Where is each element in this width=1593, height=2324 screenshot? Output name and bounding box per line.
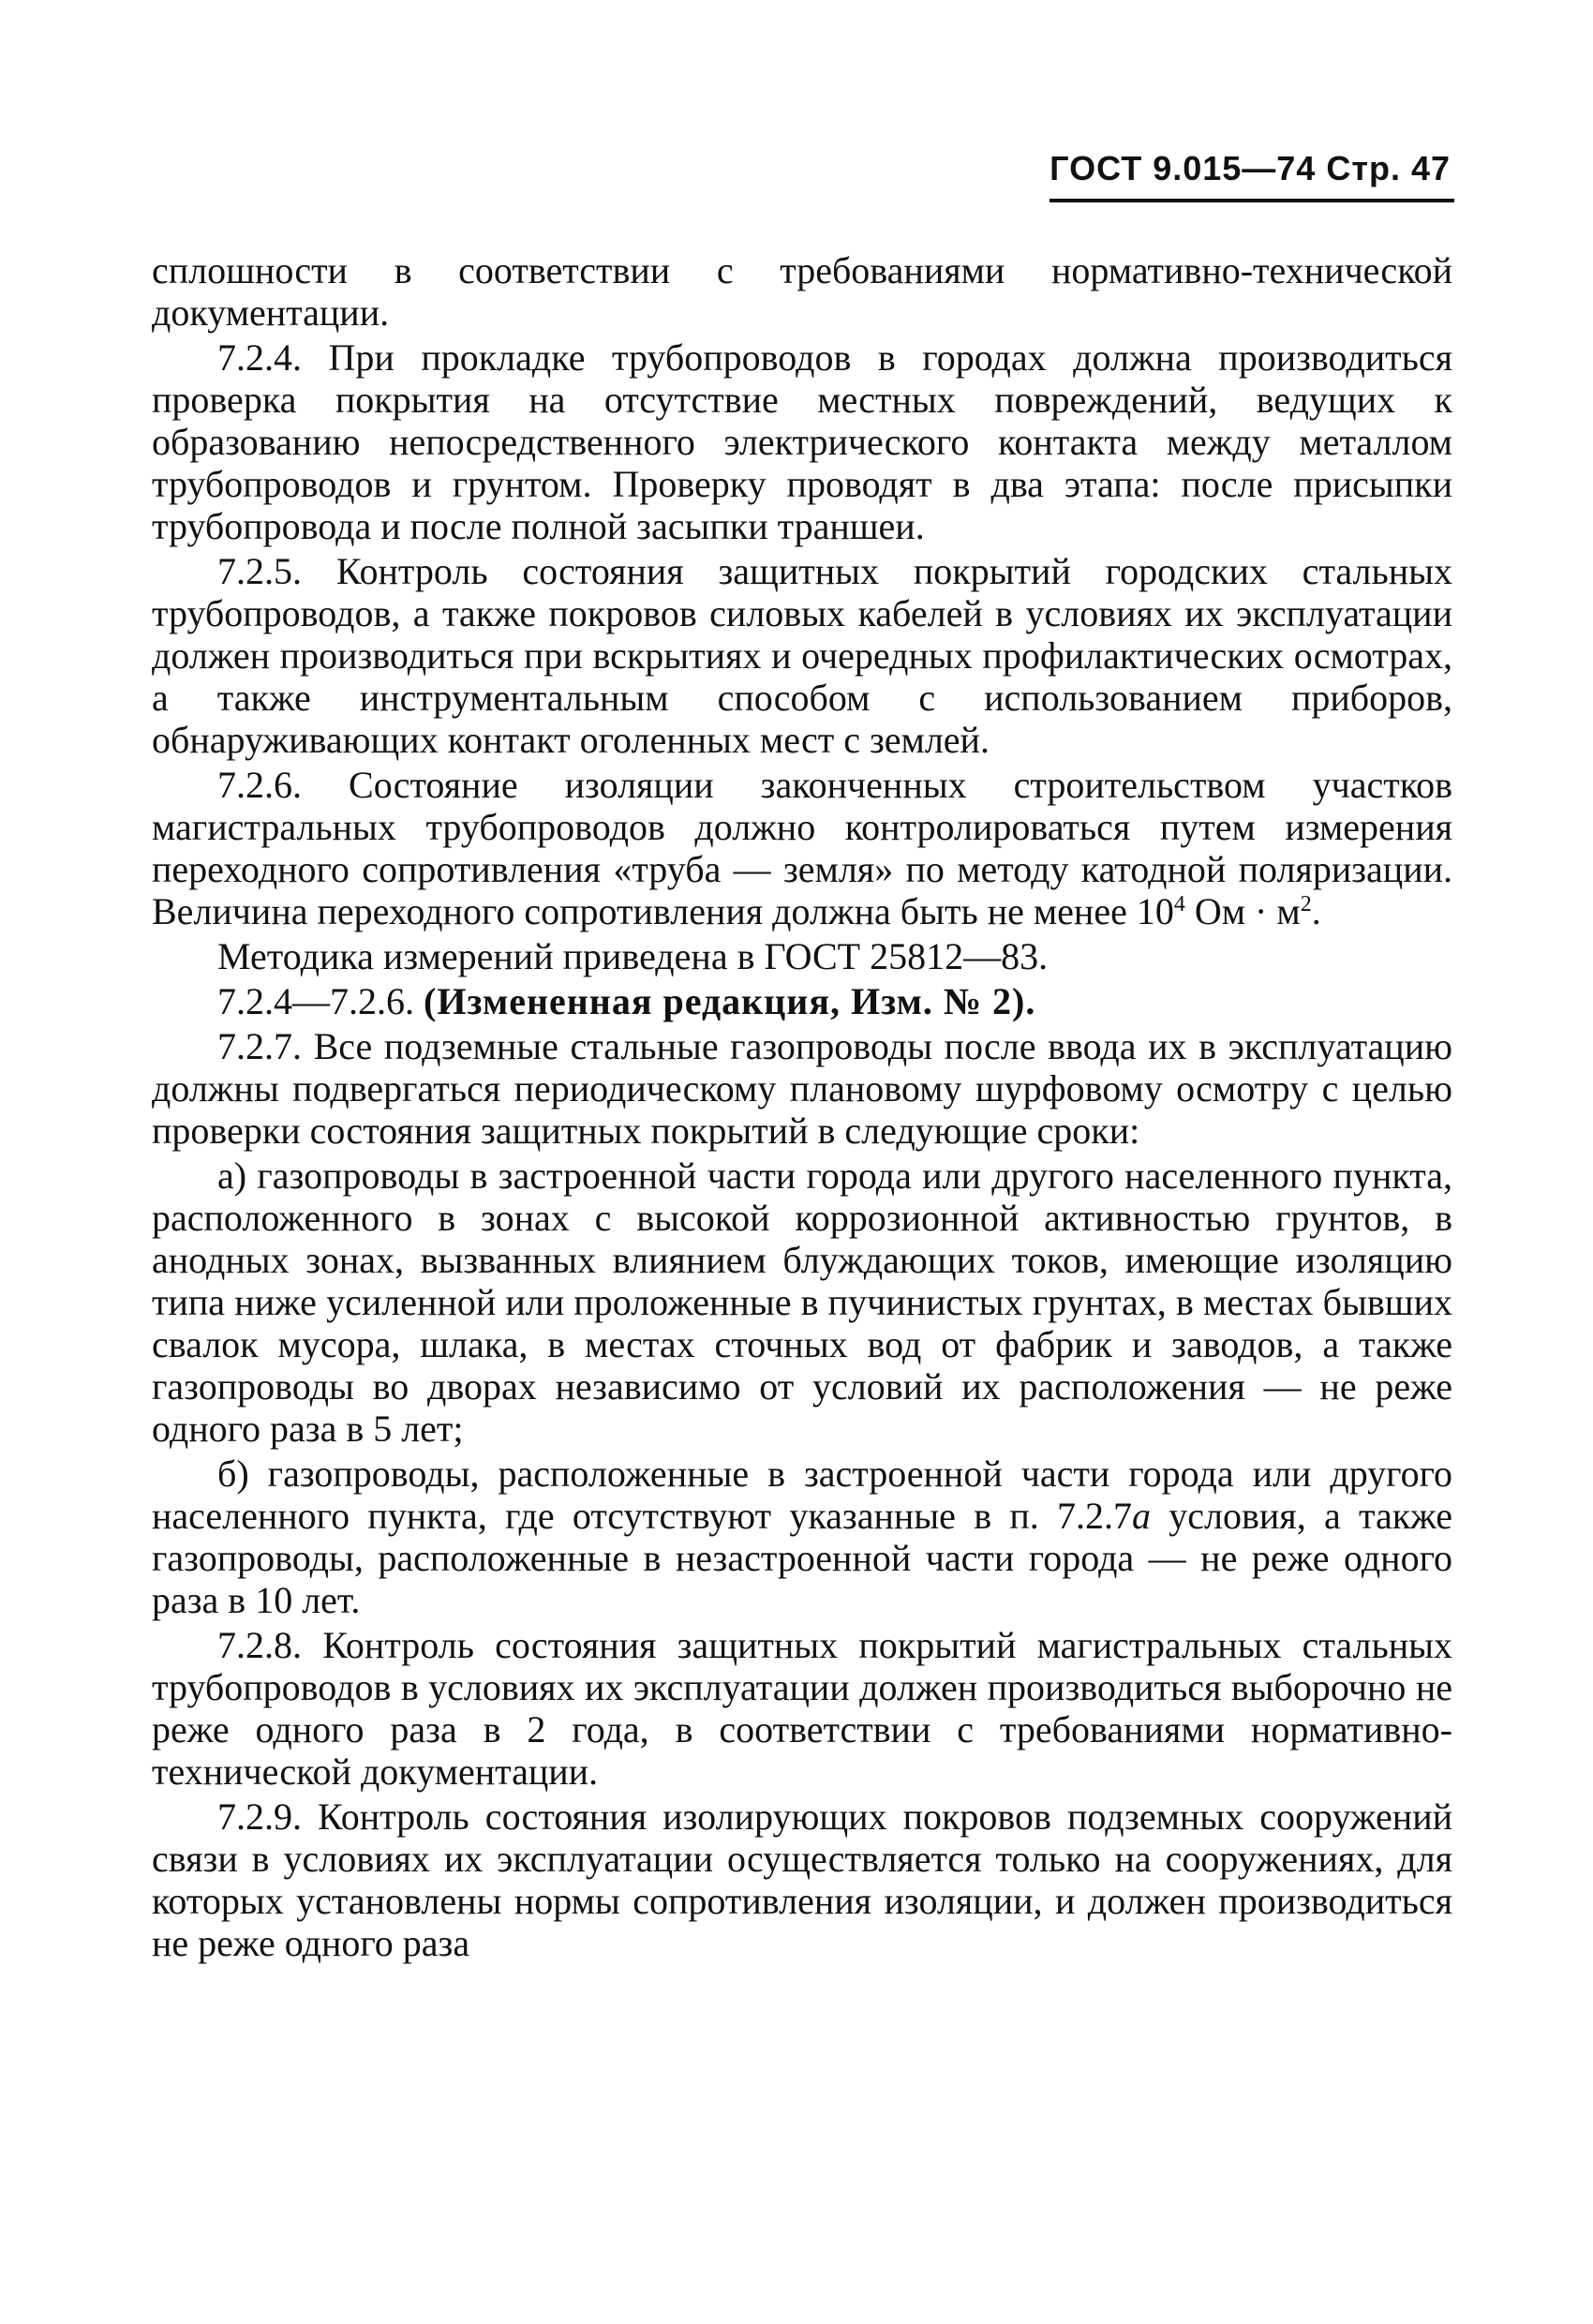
paragraph-7-2-7-b-text: б) газопроводы, расположенные в застроенной части города или другого населенного пункта, где отсутствуют указанные в п. 7.2.7 [152,1452,1452,1537]
document-body [152,249,1452,1967]
paragraph-amendment [152,980,1452,1022]
page-header: ГОСТ 9.015—74 Стр. 47 [1050,149,1451,187]
paragraph-7-2-7-b-rest: условия, а также газопроводы, расположенные в незастроенной части города — не реже одного раза в 10 лет. [152,1495,1452,1621]
paragraph-7-2-7-b [152,1452,1452,1621]
paragraph-7-2-6 [152,764,1452,932]
header-rule [1050,199,1454,202]
exponent-4: 4 [1173,892,1185,916]
paragraph-7-2-6-text: 7.2.6. Состояние изоляции законченных строительством участков магистральных трубопроводов должно контролироваться путем измерения переходного сопротивления «труба — земля» по методу катодной поляризации. Величина переходного сопротивления должна быть не менее 10 [152,764,1452,932]
unit-text: Ом · м [1184,890,1301,932]
paragraph-7-2-7-a: а) газопроводы в застроенной части города или другого населенного пункта, расположенного в зонах с высокой коррозионной активностью грунтов, в анодных зонах, вызванных влиянием блуждающих токов, имеющие изоляцию типа ниже усиленной или проложенные в пучинистых грунтах, в местах бывших свалок мусора, шлака, в местах сточных вод от фабрик и заводов, а также газопроводы во дворах независимо от условий их расположения — не реже одного раза в 5 лет; [152,1155,1452,1450]
amendment-note: (Измененная редакция, Изм. № 2). [424,980,1036,1022]
exponent-2: 2 [1300,892,1312,916]
paragraph-7-2-4: 7.2.4. При прокладке трубопроводов в городах должна производиться проверка покрытия на отсутствие местных повреждений, ведущих к образованию непосредственного электрического контакта между металлом трубопроводов и грунтом. Проверку проводят в два этапа: после присыпки трубопровода и после полной засыпки траншеи. [152,336,1452,547]
italic-letter: а [1132,1495,1152,1537]
paragraph-7-2-8: 7.2.8. Контроль состояния защитных покрытий магистральных стальных трубопроводов в условиях их эксплуатации должен производиться выборочно не реже одного раза в 2 года, в соответствии с требованиями нормативно-технической документации. [152,1624,1452,1793]
paragraph-7-2-9: 7.2.9. Контроль состояния изолирующих покровов подземных сооружений связи в условиях их эксплуатации осуществляется только на сооружениях, для которых установлены нормы сопротивления изоляции, и должен производиться не реже одного раза [152,1795,1452,1964]
paragraph-7-2-5: 7.2.5. Контроль состояния защитных покрытий городских стальных трубопроводов, а также покровов силовых кабелей в условиях их эксплуатации должен производиться при вскрытиях и очередных профилактических осмотрах, а также инструментальным способом с использованием приборов, обнаруживающих контакт оголенных мест с землей. [152,550,1452,761]
paragraph-method: Методика измерений приведена в ГОСТ 25812—83. [217,935,1049,977]
paragraph-7-2-7: 7.2.7. Все подземные стальные газопроводы после ввода их в эксплуатацию должны подвергаться периодическому плановому шурфовому осмотру с целью проверки состояния защитных покрытий в следующие сроки: [152,1025,1452,1152]
amendment-range: 7.2.4—7.2.6. [217,980,424,1022]
paragraph-continuation: сплошности в соответствии с требованиями нормативно-технической документации. [152,249,1452,334]
period: . [1311,890,1321,932]
